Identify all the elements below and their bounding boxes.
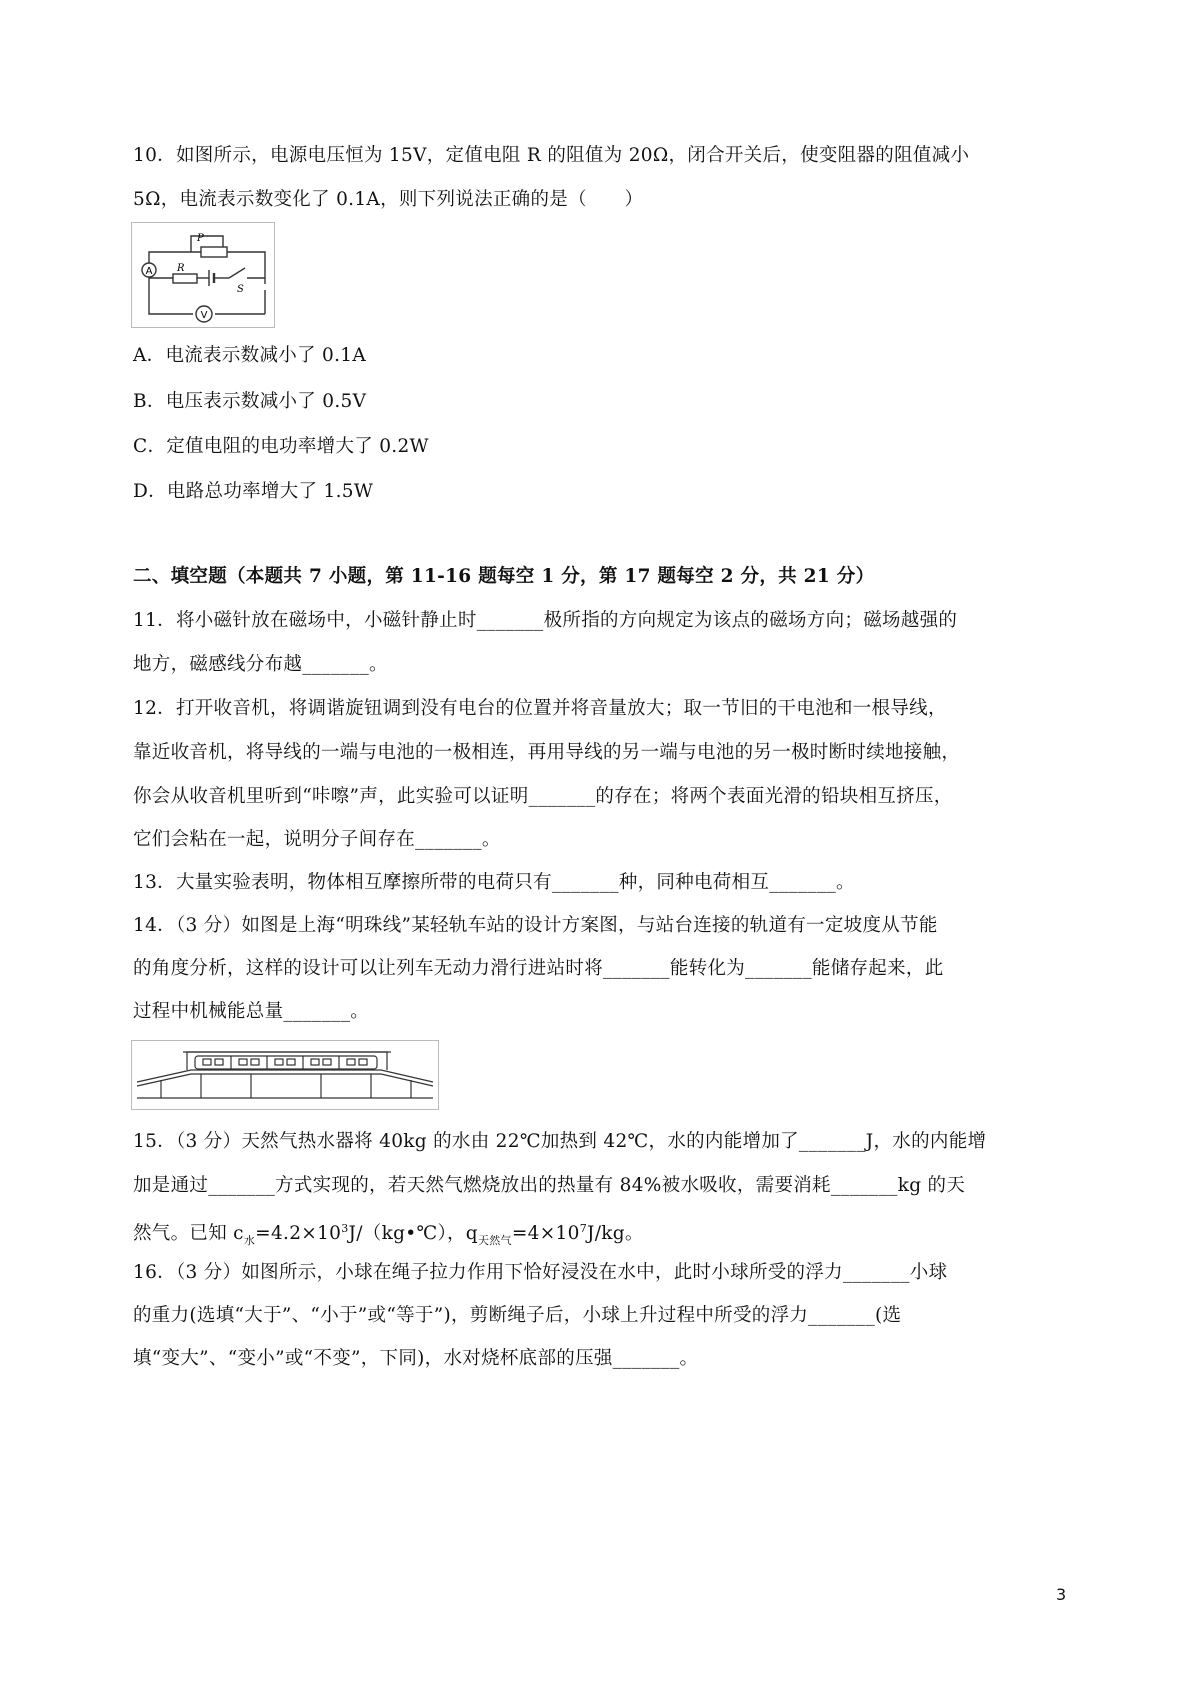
q16-line2: 的重力(选填“大于”、“小于”或“等于”)，剪断绳子后，小球上升过程中所受的浮力_______(选 — [133, 1305, 902, 1326]
q16-line3: 填“变大”、“变小”或“不变”，下同)，水对烧杯底部的压强_______。 — [133, 1348, 699, 1369]
q15-text-b: =4.2×10 — [255, 1223, 342, 1245]
q15-sub-gas: 天然气 — [477, 1233, 512, 1247]
q14-line2: 的角度分析，这样的设计可以让列车无动力滑行进站时将_______能转化为_______能储存起来，此 — [133, 958, 944, 979]
q12-line3: 你会从收音机里听到“咔嚓”声，此实验可以证明_______的存在；将两个表面光滑的铅块相互挤压， — [133, 786, 953, 807]
q12-line1: 12．打开收音机，将调谐旋钮调到没有电台的位置并将音量放大；取一节旧的干电池和一根导线， — [133, 698, 947, 719]
circuit-diagram — [131, 222, 275, 328]
voltmeter-label: V — [200, 310, 208, 321]
q15-text-a: 然气。已知 c — [133, 1223, 244, 1245]
q14-line3: 过程中机械能总量_______。 — [133, 1001, 370, 1022]
rheostat-label: P — [197, 233, 204, 244]
resistor-label: R — [177, 263, 185, 274]
q15-line3 — [133, 1216, 644, 1254]
q15-sup-3: 3 — [341, 1222, 349, 1235]
q11-line2: 地方，磁感线分布越_______。 — [133, 654, 388, 675]
q13-line1: 13．大量实验表明，物体相互摩擦所带的电荷只有_______种，同种电荷相互_______。 — [133, 872, 855, 893]
q16-line1: 16．（3 分）如图所示，小球在绳子拉力作用下恰好浸没在水中，此时小球所受的浮力_______小球 — [133, 1262, 948, 1283]
q10-line1: 10．如图所示，电源电压恒为 15V，定值电阻 R 的阻值为 20Ω，闭合开关后，使变阻器的阻值减小 — [133, 145, 970, 166]
q14-line1: 14．（3 分）如图是上海“明珠线”某轻轨车站的设计方案图，与站台连接的轨道有一定坡度从节能 — [133, 915, 938, 936]
q10-option-d: D．电路总功率增大了 1.5W — [133, 481, 374, 502]
q10-option-a: A．电流表示数减小了 0.1A — [133, 345, 367, 366]
q10-line2: 5Ω，电流表示数变化了 0.1A，则下列说法正确的是（ ） — [133, 189, 644, 210]
ammeter-label: A — [145, 266, 153, 277]
q15-text-c: J/（kg•℃），q — [348, 1223, 478, 1245]
q15-line1: 15．（3 分）天然气热水器将 40kg 的水由 22℃加热到 42℃，水的内能增加了_______J，水的内能增 — [133, 1131, 987, 1152]
q15-sup-7: 7 — [579, 1222, 587, 1235]
q10-option-b: B．电压表示数减小了 0.5V — [133, 391, 367, 412]
section-heading: 二、填空题（本题共 7 小题，第 11-16 题每空 1 分，第 17 题每空 2 分，共 21 分） — [133, 566, 875, 587]
q15-line2: 加是通过_______方式实现的，若天然气燃烧放出的热量有 84%被水吸收，需要消耗_______kg 的天 — [133, 1175, 966, 1196]
q12-line2: 靠近收音机，将导线的一端与电池的一极相连，再用导线的另一端与电池的另一极时断时续地接触， — [133, 742, 961, 763]
station-diagram — [131, 1040, 439, 1110]
q10-option-c: C．定值电阻的电功率增大了 0.2W — [133, 436, 429, 457]
q15-text-d: =4×10 — [511, 1223, 580, 1245]
q15-sub-water: 水 — [243, 1233, 256, 1247]
page-number: 3 — [1056, 1585, 1067, 1604]
q15-text-e: J/kg。 — [587, 1223, 644, 1245]
switch-label: S — [237, 284, 244, 295]
q11-line1: 11．将小磁针放在磁场中，小磁针静止时_______极所指的方向规定为该点的磁场方向；磁场越强的 — [133, 610, 958, 631]
q12-line4: 它们会粘在一起，说明分子间存在_______。 — [133, 829, 501, 850]
